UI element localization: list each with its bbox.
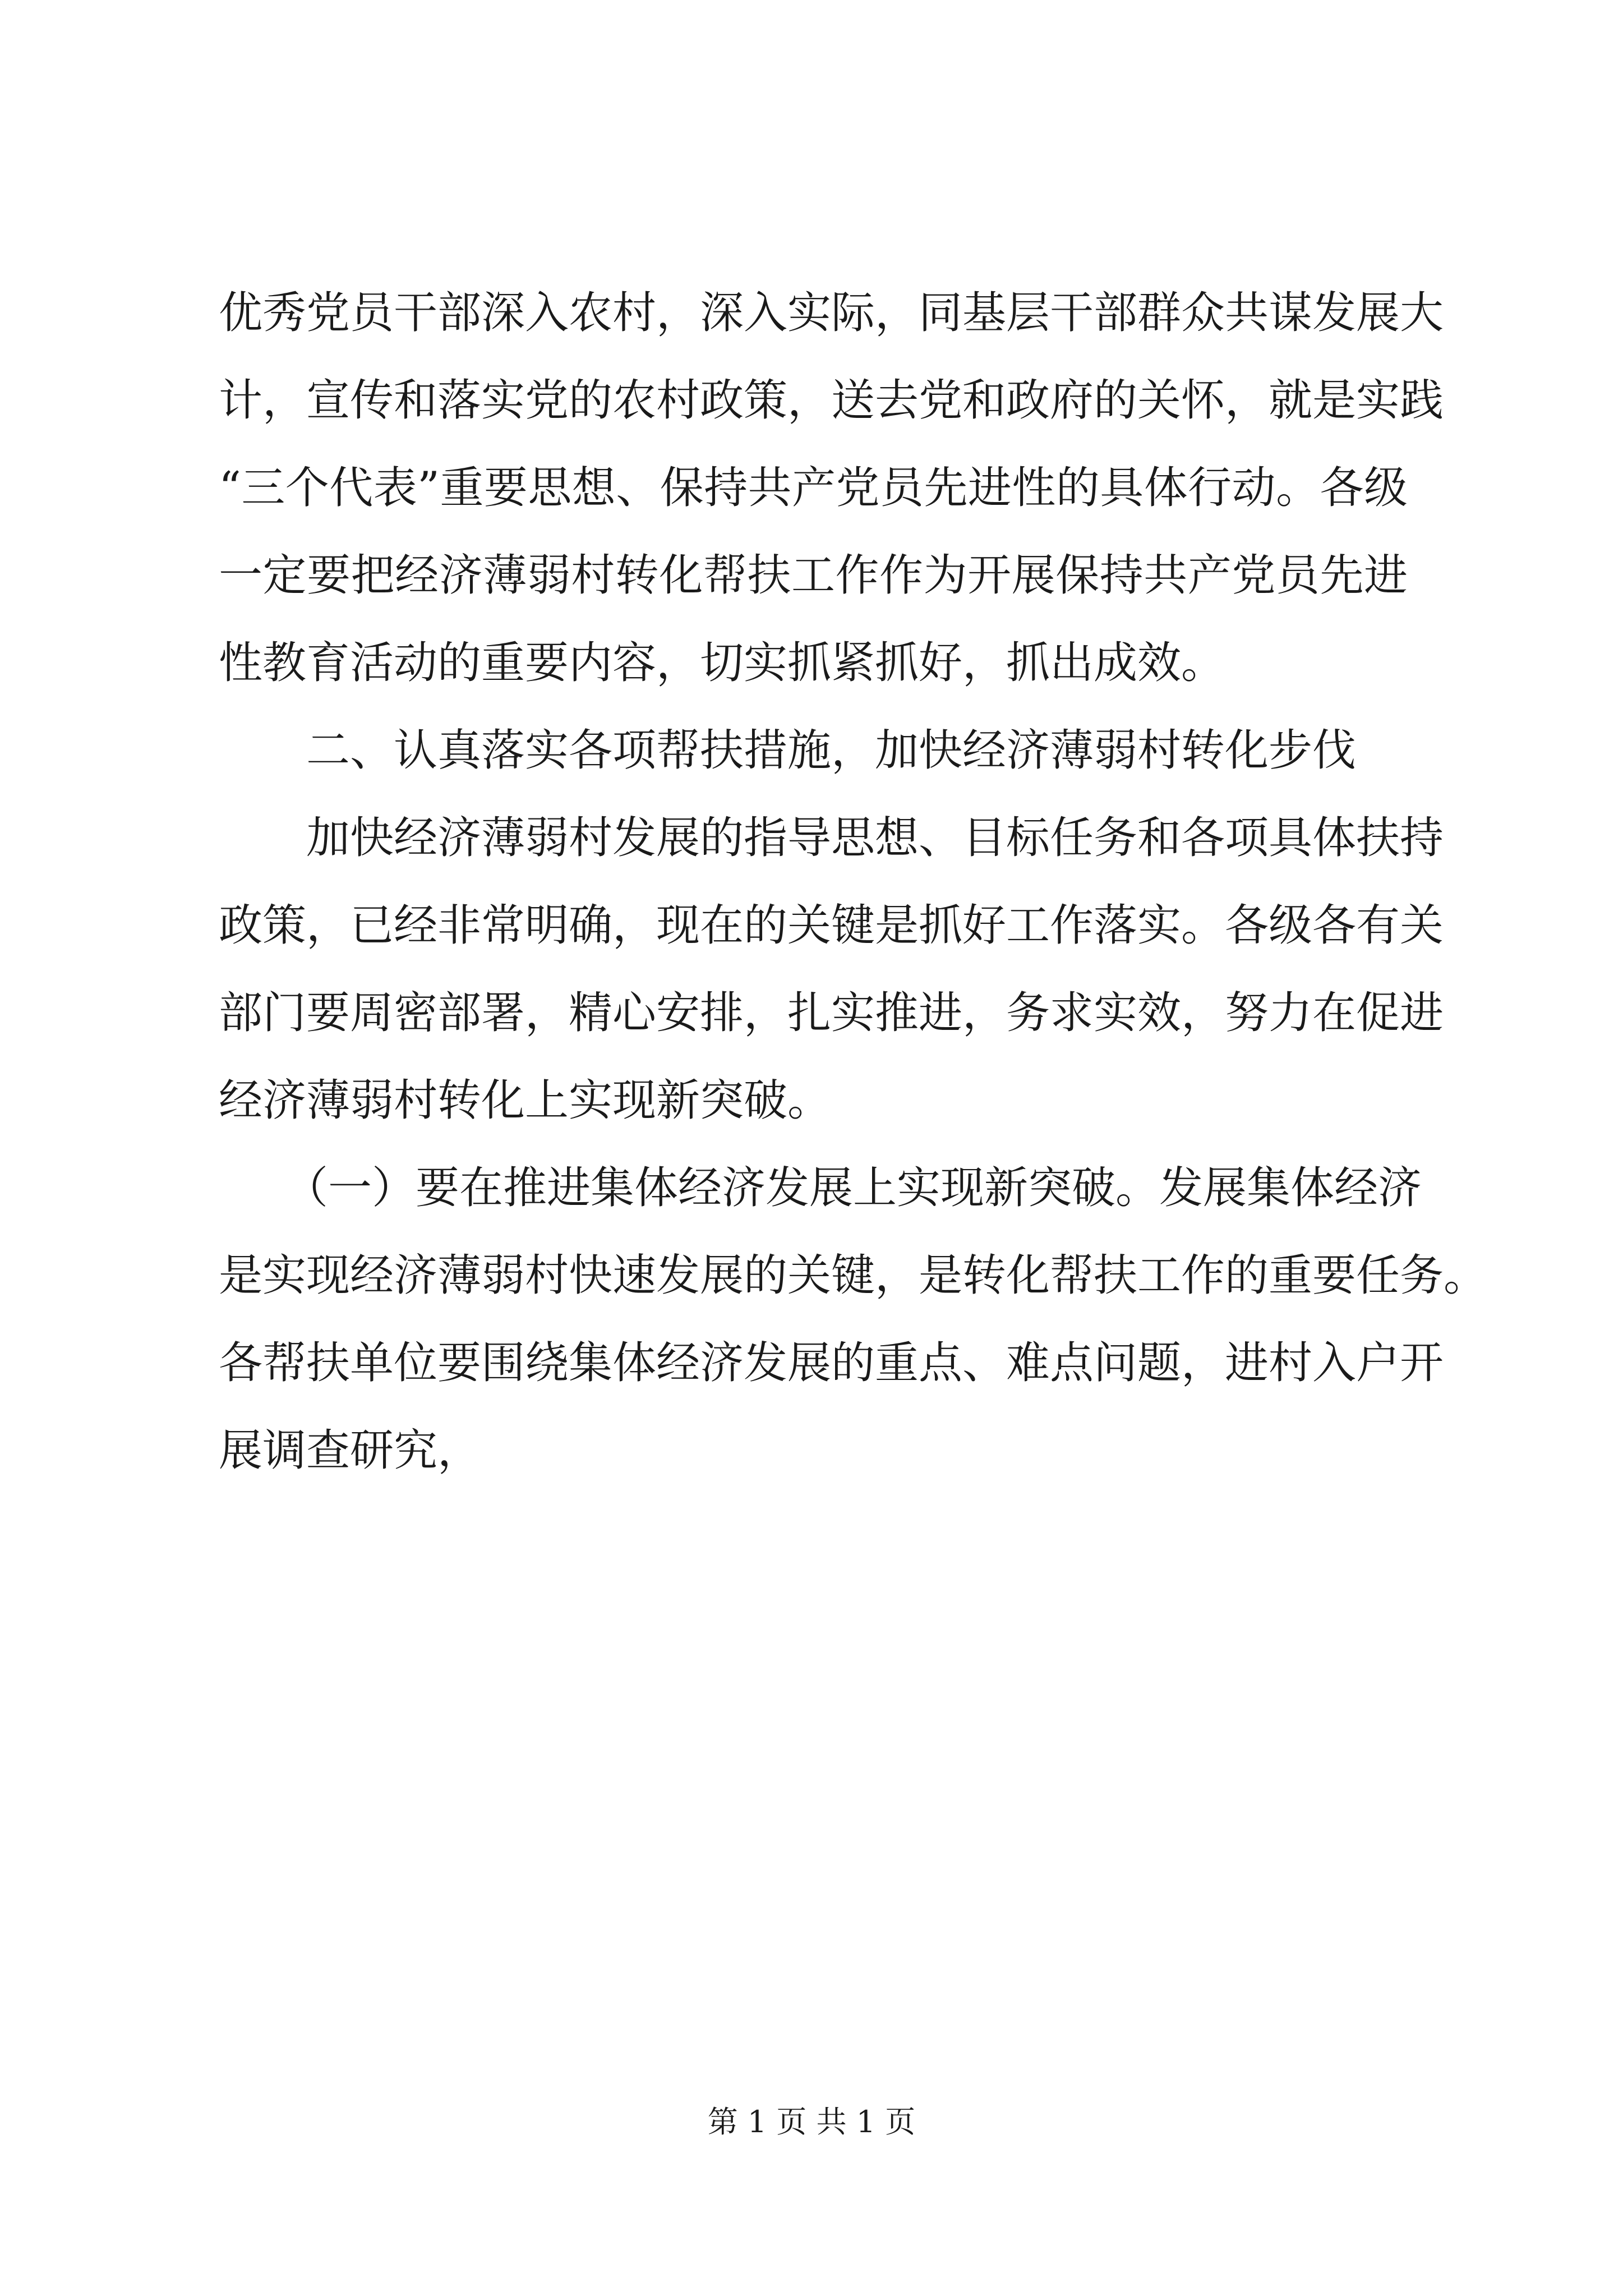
text-line: 加快经济薄弱村发展的指导思想、目标任务和各项具体扶持 — [219, 813, 1444, 863]
text-line: 是实现经济薄弱村快速发展的关键，是转化帮扶工作的重要任务。 — [219, 1250, 1488, 1301]
page-footer: 第 1 页 共 1 页 — [707, 2104, 916, 2139]
text-line: 一定要把经济薄弱村转化帮扶工作作为开展保持共产党员先进 — [219, 550, 1408, 601]
document-body — [219, 269, 1488, 1494]
text-line: 计，宣传和落实党的农村政策，送去党和政府的关怀，就是实践 — [219, 375, 1444, 426]
text-line: 优秀党员干部深入农村，深入实际，同基层干部群众共谋发展大 — [219, 288, 1444, 338]
text-line: 部门要周密部署，精心安排，扎实推进，务求实效，努力在促进 — [219, 988, 1444, 1038]
text-line: （一）要在推进集体经济发展上实现新突破。发展集体经济 — [219, 1163, 1422, 1213]
text-line: “三个代表”重要思想、保持共产党员先进性的具体行动。各级 — [219, 463, 1408, 513]
text-line: 各帮扶单位要围绕集体经济发展的重点、难点问题，进村入户开 — [219, 1338, 1444, 1388]
text-line: 政策，已经非常明确，现在的关键是抓好工作落实。各级各有关 — [219, 900, 1444, 951]
text-line: 展调查研究， — [219, 1425, 482, 1476]
section-heading: 二、认真落实各项帮扶措施，加快经济薄弱村转化步伐 — [219, 725, 1357, 776]
text-line: 经济薄弱村转化上实现新突破。 — [219, 1075, 832, 1126]
text-line: 性教育活动的重要内容，切实抓紧抓好，抓出成效。 — [219, 638, 1225, 688]
